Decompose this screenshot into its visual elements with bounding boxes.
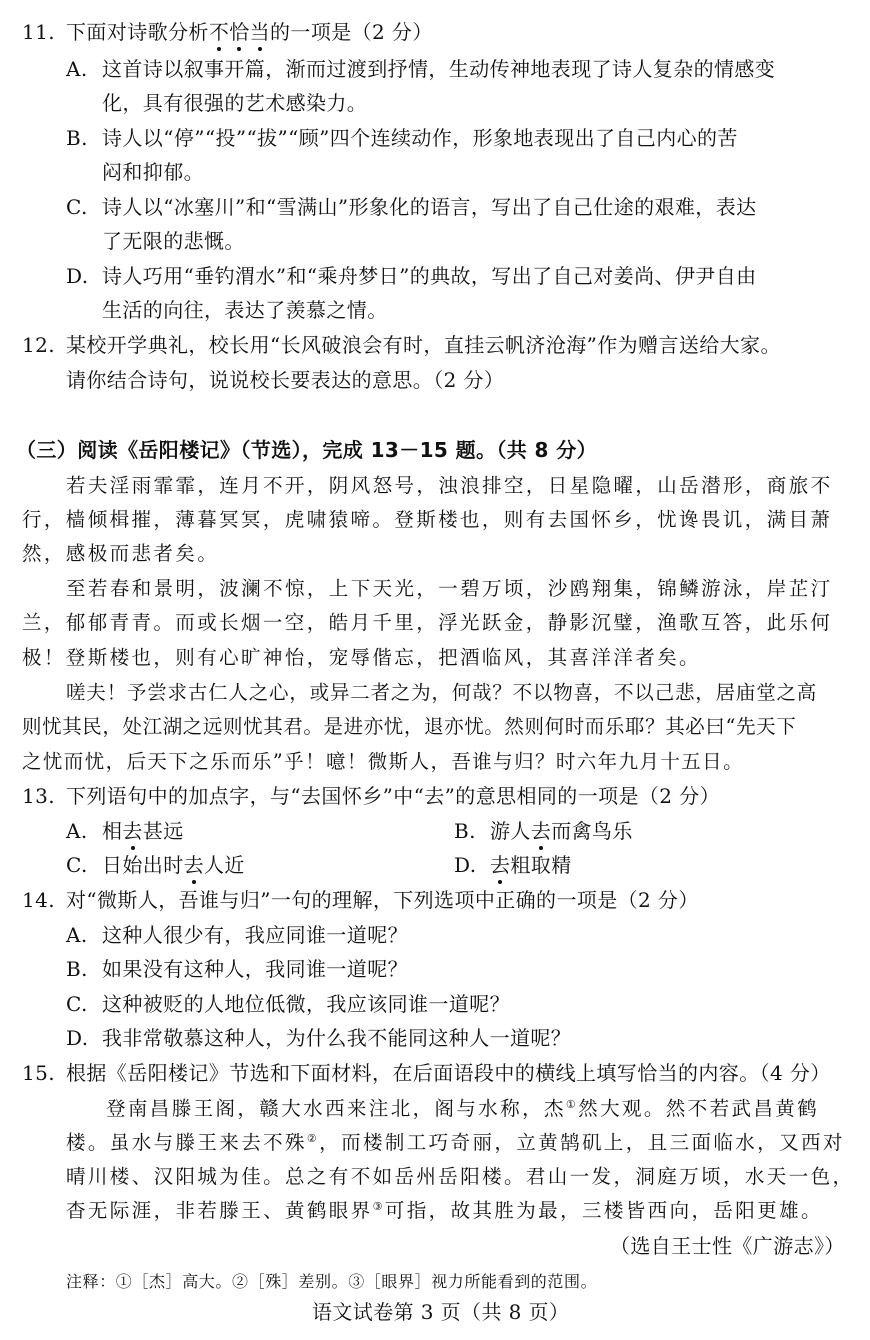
material-line3: 晴川楼、汉阳城为佳。总之有不如岳州岳阳楼。君山一发，洞庭万顷，水天一色， xyxy=(66,1165,855,1188)
q11-option-c-cont: 了无限的悲慨。 xyxy=(102,229,245,253)
option-text-post: 甚远 xyxy=(142,819,184,843)
material-text: 楼。虽水与滕王来去不殊 xyxy=(66,1131,307,1154)
q13-text: 下列语句中的加点字，与“去国怀乡”中“去”的意思相同的一项是（2 分） xyxy=(66,784,720,808)
q11-stem-emphasis xyxy=(209,20,270,44)
q14-number: 14. xyxy=(22,888,56,912)
option-text-pre: 游人 xyxy=(490,819,531,843)
emphasized-char: 去 xyxy=(122,819,143,843)
material-line1 xyxy=(106,1095,819,1123)
passage-p1-line2: 行，樯倾楫摧，薄暮冥冥，虎啸猿啼。登斯楼也，则有去国怀乡，忧谗畏讥，满目萧 xyxy=(22,508,833,531)
q13-option-a xyxy=(66,817,184,845)
passage-p2-line2: 兰，郁郁青青。而或长烟一空，皓月千里，浮光跃金，静影沉璧，渔歌互答，此乐何 xyxy=(22,611,833,634)
q14-option-b xyxy=(66,955,408,983)
material-text: 然大观。然不若武昌黄鹤 xyxy=(578,1097,820,1120)
option-label: C. xyxy=(66,853,88,877)
emphasized-char: 去 xyxy=(490,853,511,877)
q13-option-b xyxy=(454,817,633,845)
q14-option-a xyxy=(66,921,408,949)
material-text: ，而楼制工巧奇丽，立黄鹄矶上，且三面临水，又西对 xyxy=(319,1131,845,1154)
option-text: 这种被贬的人地位低微，我应该同谁一道呢？ xyxy=(102,992,510,1016)
option-text: 诗人以“停”“投”“拔”“顾”四个连续动作，形象地表现出了自己内心的苦 xyxy=(102,126,738,150)
option-label: B. xyxy=(66,957,88,981)
q12-stem-cont: 请你结合诗句，说说校长要表达的意思。（2 分） xyxy=(66,368,505,392)
q11-option-a-cont: 化，具有很强的艺术感染力。 xyxy=(102,91,368,115)
q14-stem xyxy=(22,886,699,914)
option-text-pre: 相 xyxy=(102,819,123,843)
option-text: 如果没有这种人，我同谁一道呢？ xyxy=(102,957,408,981)
q11-option-d-cont: 生活的向往，表达了羡慕之情。 xyxy=(102,298,388,322)
option-text-pre: 日始出时 xyxy=(102,853,184,877)
option-label: D. xyxy=(454,853,477,877)
option-text: 诗人以“冰塞川”和“雪满山”形象化的语言，写出了自己仕途的艰难，表达 xyxy=(102,195,757,219)
q13-option-c xyxy=(66,851,245,879)
option-label: D. xyxy=(66,1026,89,1050)
q11-stem-pre: 下面对诗歌分析 xyxy=(66,20,209,44)
q11-option-c xyxy=(66,193,757,221)
q13-option-d xyxy=(454,851,572,879)
passage-p2-line3: 极！登斯楼也，则有心旷神怡，宠辱偕忘，把酒临风，其喜洋洋者矣。 xyxy=(22,646,701,669)
q11-option-d xyxy=(66,262,757,290)
option-text: 这首诗以叙事开篇，渐而过渡到抒情，生动传神地表现了诗人复杂的情感变 xyxy=(102,57,776,81)
option-label: A. xyxy=(66,923,88,947)
footnote-marker: ③ xyxy=(372,1200,385,1213)
option-label: D. xyxy=(66,264,89,288)
q13-stem xyxy=(22,782,720,810)
option-text-post: 粗取精 xyxy=(510,853,572,877)
emphasized-char: 不 xyxy=(208,20,230,44)
footnote-text: 注释：①［杰］高大。②［殊］差别。③［眼界］视力所能看到的范围。 xyxy=(66,1272,598,1291)
material-source: （选自王士性《广游志》） xyxy=(610,1234,845,1258)
q14-text: 对“微斯人，吾谁与归”一句的理解，下列选项中正确的一项是（2 分） xyxy=(66,888,699,912)
q14-option-d xyxy=(66,1024,571,1052)
passage-p3-line3: 之忧而忧，后天下之乐而乐”乎！噫！微斯人，吾谁与归？时六年九月十五日。 xyxy=(22,750,744,773)
passage-p3-line1: 嗟夫！予尝求古仁人之心，或异二者之为，何哉？不以物喜，不以己悲，居庙堂之高 xyxy=(66,681,818,704)
option-text-post: 人近 xyxy=(204,853,245,877)
q12-stem xyxy=(22,331,781,359)
q11-option-b-cont: 闷和抑郁。 xyxy=(102,160,204,184)
option-label: A. xyxy=(66,57,88,81)
q11-option-a xyxy=(66,55,775,83)
option-text: 这种人很少有，我应同谁一道呢？ xyxy=(102,923,408,947)
material-line4 xyxy=(66,1197,823,1225)
passage-p2-line1: 至若春和景明，波澜不惊，上下天光，一碧万顷，沙鸥翔集，锦鳞游泳，岸芷汀 xyxy=(66,577,833,600)
option-label: B. xyxy=(66,126,88,150)
passage-p1-line3: 然，感极而悲者矣。 xyxy=(22,542,220,565)
q11-number: 11. xyxy=(22,20,56,44)
passage-p1-line1: 若夫淫雨霏霏，连月不开，阴风怒号，浊浪排空，日星隐曜，山岳潜形，商旅不 xyxy=(66,474,833,497)
option-label: C. xyxy=(66,992,88,1016)
section-heading: （三）阅读《岳阳楼记》（节选），完成 13－15 题。（共 8 分） xyxy=(16,438,598,462)
option-text: 诗人巧用“垂钓渭水”和“乘舟梦日”的典故，写出了自己对姜尚、伊尹自由 xyxy=(102,264,757,288)
footnote-marker: ② xyxy=(306,1132,320,1145)
page-footer: 语文试卷第 3 页（共 8 页） xyxy=(312,1300,570,1324)
q11-stem-post: 的一项是（2 分） xyxy=(270,20,433,44)
q11-option-b xyxy=(66,124,738,152)
option-label: C. xyxy=(66,195,88,219)
material-line2 xyxy=(66,1129,845,1157)
emphasized-char: 恰 xyxy=(229,20,250,44)
option-text: 我非常敬慕这种人，为什么我不能同这种人一道呢？ xyxy=(102,1026,572,1050)
q15-text: 根据《岳阳楼记》节选和下面材料，在后面语段中的横线上填写恰当的内容。（4 分） xyxy=(66,1061,831,1085)
q14-option-c xyxy=(66,990,510,1018)
option-label: B. xyxy=(454,819,476,843)
emphasized-char: 去 xyxy=(183,853,205,877)
emphasized-char: 去 xyxy=(530,819,552,843)
passage-p3-line2: 则忧其民，处江湖之远则忧其君。是进亦忧，退亦忧。然则何时而乐耶？其必曰“先天下 xyxy=(22,715,797,738)
material-text: 登南昌滕王阁，赣大水西来注北，阁与水称，杰 xyxy=(106,1097,566,1120)
material-text: 可指，故其胜为最，三楼皆西向，岳阳更雄。 xyxy=(384,1199,823,1222)
material-text: 杳无际涯，非若滕王、黄鹤眼界 xyxy=(66,1199,373,1222)
emphasized-char: 当 xyxy=(249,20,271,44)
q12-text: 某校开学典礼，校长用“长风破浪会有时，直挂云帆济沧海”作为赠言送给大家。 xyxy=(66,333,781,357)
footnote-marker: ① xyxy=(565,1098,579,1111)
option-label: A. xyxy=(66,819,88,843)
q12-number: 12. xyxy=(22,333,56,357)
q15-number: 15. xyxy=(22,1061,56,1085)
q15-stem xyxy=(22,1059,831,1087)
q13-number: 13. xyxy=(22,784,56,808)
q11-stem xyxy=(22,18,433,46)
option-text-post: 而禽鸟乐 xyxy=(551,819,633,843)
